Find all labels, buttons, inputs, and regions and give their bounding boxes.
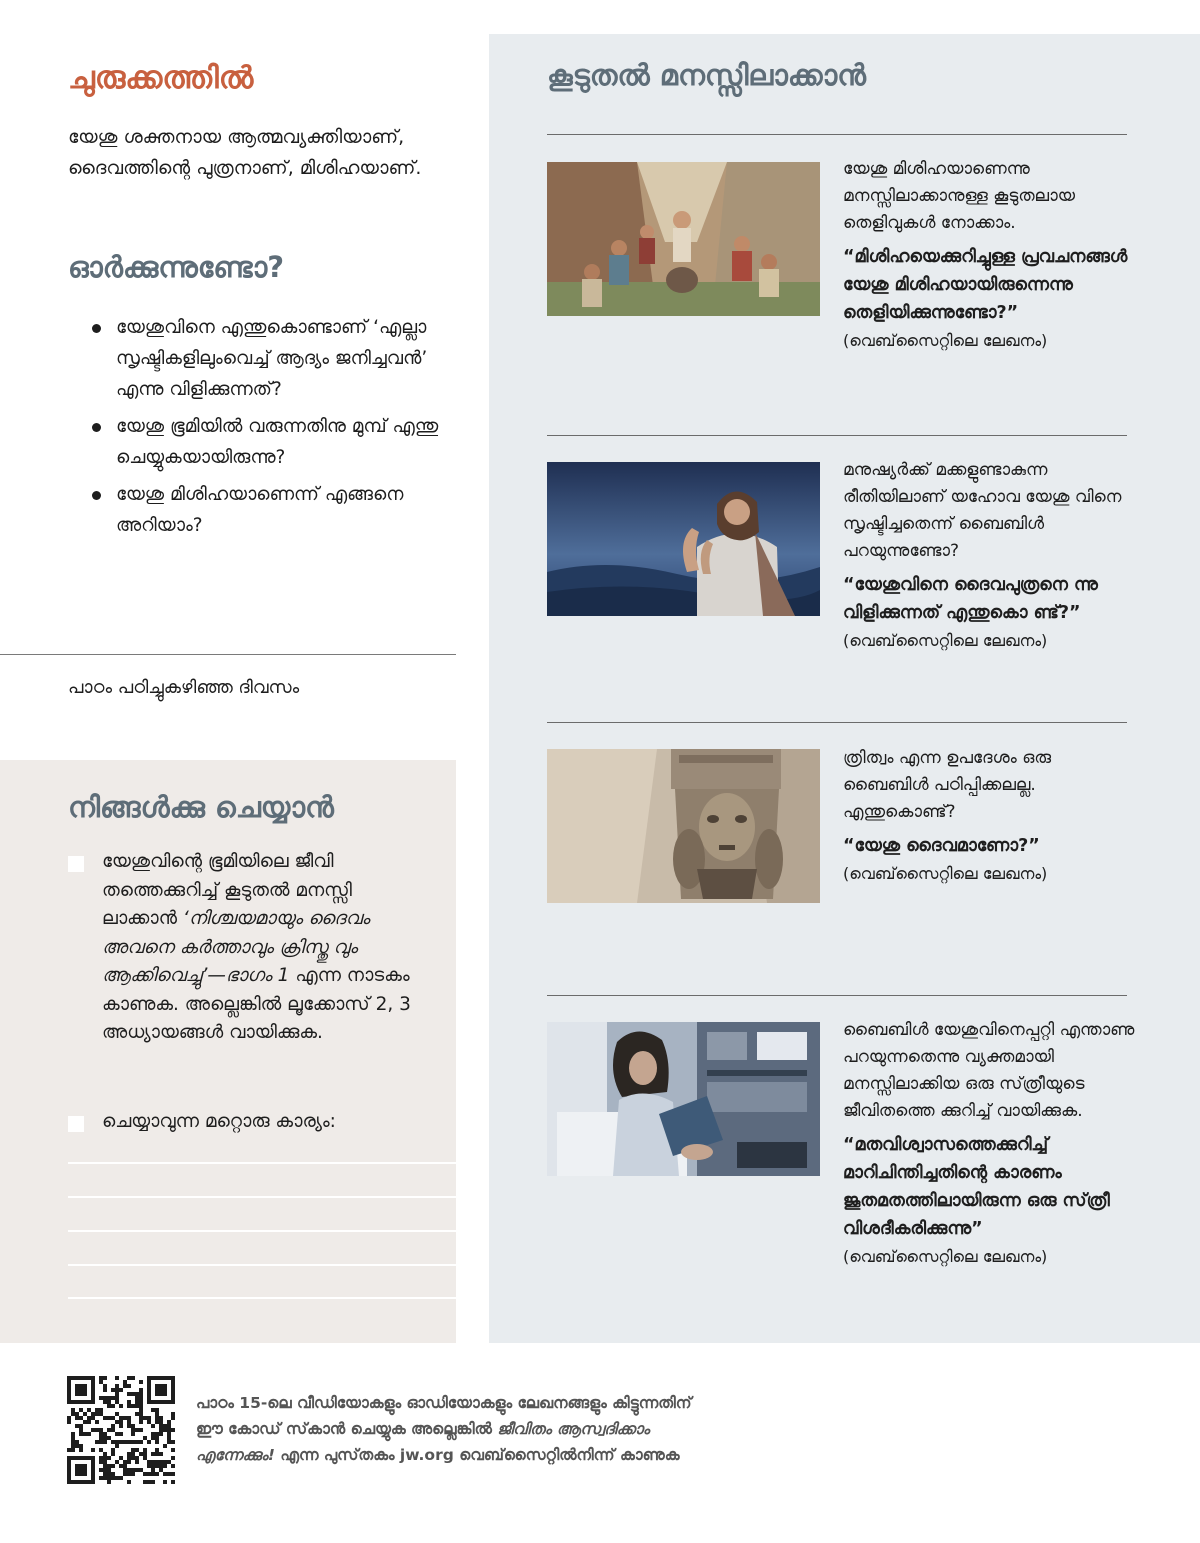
source-label: (വെബ്‌സൈറ്റിലെ ലേഖനം)	[843, 631, 1048, 650]
item-description: മനുഷ്യർക്ക് മക്കളുണ്ടാകുന്ന രീതിയിലാണ് യഹോവ യേശു വിനെ സൃഷ്ടിച്ചതെന്ന് ബൈബിൾ പറയുന്നുണ്ടോ?	[843, 460, 1122, 561]
checkbox-icon[interactable]	[68, 856, 84, 872]
write-line[interactable]	[68, 1297, 456, 1299]
article-link[interactable]	[843, 571, 1135, 655]
article-link[interactable]: “യേശു ദൈവമാണോ?”	[843, 836, 1040, 856]
more-item-1	[843, 156, 1135, 355]
article-title[interactable]: “യേശുവിനെ ദൈവപുത്രനെ ന്നു വിളിക്കുന്നത് എന്തുകൊ ണ്ട്?”	[843, 575, 1098, 623]
footer-text	[196, 1390, 696, 1468]
write-line[interactable]	[68, 1264, 456, 1266]
more-item-3	[843, 745, 1135, 888]
more-heading: കൂടുതൽ മനസ്സിലാക്കാൻ	[547, 58, 866, 92]
remember-item-1: യേശുവിനെ എന്തുകൊണ്ടാണ് ‘എല്ലാ സൃഷ്ടികളിലുംവെച്ച് ആദ്യം ജനിച്ചവൻ’ എന്നു വിളിക്കുന്നത്?	[88, 312, 460, 405]
item-description: യേശു മിശിഹയാണെന്നു മനസ്സിലാക്കാനുള്ള കൂടുതലായ തെളിവുകൾ നോക്കാം.	[843, 159, 1076, 233]
footer-text-part: പാഠം 15-ലെ വീഡിയോകളും ഓഡിയോകളും ലേഖനങ്ങളും കിട്ടുന്നതിന് ഈ കോഡ് സ്‌കാൻ ചെയ്യുക അല്ലെങ്കിൽ	[196, 1394, 692, 1438]
action-text-part: യേശുവിന്റെ ഭൂമിയിലെ ജീവി തത്തെക്കുറിച്ച് കൂടുതൽ മനസ്സി ലാക്കാൻ	[102, 851, 352, 929]
article-link[interactable]: “മിശിഹയെക്കുറിച്ചുള്ള പ്രവചനങ്ങൾ യേശു മിശിഹയായിരുന്നെന്നു തെളിയിക്കുന്നുണ്ടോ?”	[843, 247, 1128, 323]
procession-image[interactable]	[547, 162, 820, 316]
checkbox-icon[interactable]	[68, 1116, 84, 1132]
write-line[interactable]	[68, 1230, 456, 1232]
more-item-2	[843, 457, 1135, 655]
write-line[interactable]	[68, 1196, 456, 1198]
divider	[547, 722, 1127, 723]
qr-code-icon[interactable]	[67, 1376, 175, 1484]
book-title: ജീവിതം ആസ്വദിക്കാം എന്നേക്കും!	[196, 1420, 650, 1464]
divider	[547, 995, 1127, 996]
footer-text-part: എന്ന പുസ്‌തകം jw.org വെബ്‌സൈറ്റിൽനിന്ന് കാണുക	[274, 1446, 680, 1464]
jesus-heaven-image[interactable]	[547, 462, 820, 616]
woman-reading-image[interactable]	[547, 1022, 820, 1176]
drama-title: ‘നിശ്ചയമായും ദൈവം അവനെ കർത്താവും ക്രിസ്തു വും ആക്കിവെച്ചു’—ഭാഗം 1	[102, 908, 370, 986]
divider	[0, 654, 456, 655]
source-label: (വെബ്‌സൈറ്റിലെ ലേഖനം)	[843, 331, 1048, 350]
divider	[547, 435, 1127, 436]
completion-date-label: പാഠം പഠിച്ചുകഴിഞ്ഞ ദിവസം	[68, 677, 300, 698]
write-line[interactable]	[68, 1162, 456, 1164]
remember-heading: ഓർക്കുന്നുണ്ടോ?	[68, 250, 285, 284]
remember-list	[88, 312, 460, 547]
remember-item-2: യേശു ഭൂമിയിൽ വരുന്നതിനു മുമ്പ് എന്തു ചെയ്യുകയായിരുന്നു?	[88, 411, 460, 473]
summary-text: യേശു ശക്തനായ ആത്മവ്യക്തിയാണ്, ദൈവത്തിന്റെ പുത്രനാണ്, മിശിഹയാണ്.	[68, 126, 422, 179]
source-label: (വെബ്‌സൈറ്റിലെ ലേഖനം)	[843, 1247, 1048, 1266]
action-item-1-text	[102, 848, 432, 1048]
action-text-part: എന്ന നാടകം കാണുക. അല്ലെങ്കിൽ ലൂക്കോസ് 2, 3 അധ്യായങ്ങൾ വായിക്കുക.	[102, 965, 411, 1043]
more-item-4	[843, 1017, 1135, 1271]
item-description: ത്രിത്വം എന്ന ഉപദേശം ഒരു ബൈബിൾ പഠിപ്പിക്കലല്ല. എന്തുകൊണ്ട്?	[843, 748, 1052, 822]
item-description: ബൈബിൾ യേശുവിനെപ്പറ്റി എന്താണു പറയുന്നതെന്നു വ്യക്തമായി മനസ്സിലാക്കിയ ഒരു സ്‌ത്രീയുടെ ജീവിതത്തെ ക്കുറിച്ച് വായിക്കുക.	[843, 1020, 1135, 1121]
source-label: (വെബ്‌സൈറ്റിലെ ലേഖനം)	[843, 864, 1048, 883]
article-link[interactable]: “മതവിശ്വാസത്തെക്കുറിച്ച് മാറിചിന്തിച്ചതിന്റെ കാരണം ജൂതമതത്തിലായിരുന്ന ഒരു സ്‌ത്രീ വിശദീകരിക്കുന്നു”	[843, 1135, 1110, 1239]
trinity-sculpture-image[interactable]	[547, 749, 820, 903]
summary-heading: ചുരുക്കത്തിൽ	[68, 60, 254, 96]
remember-item-3: യേശു മിശിഹയാണെന്ന് എങ്ങനെ അറിയാം?	[88, 479, 460, 541]
divider	[547, 134, 1127, 135]
action-item-2-text: ചെയ്യാവുന്ന മറ്റൊരു കാര്യം:	[102, 1111, 336, 1132]
action-heading: നിങ്ങൾക്കു ചെയ്യാൻ	[68, 790, 334, 824]
